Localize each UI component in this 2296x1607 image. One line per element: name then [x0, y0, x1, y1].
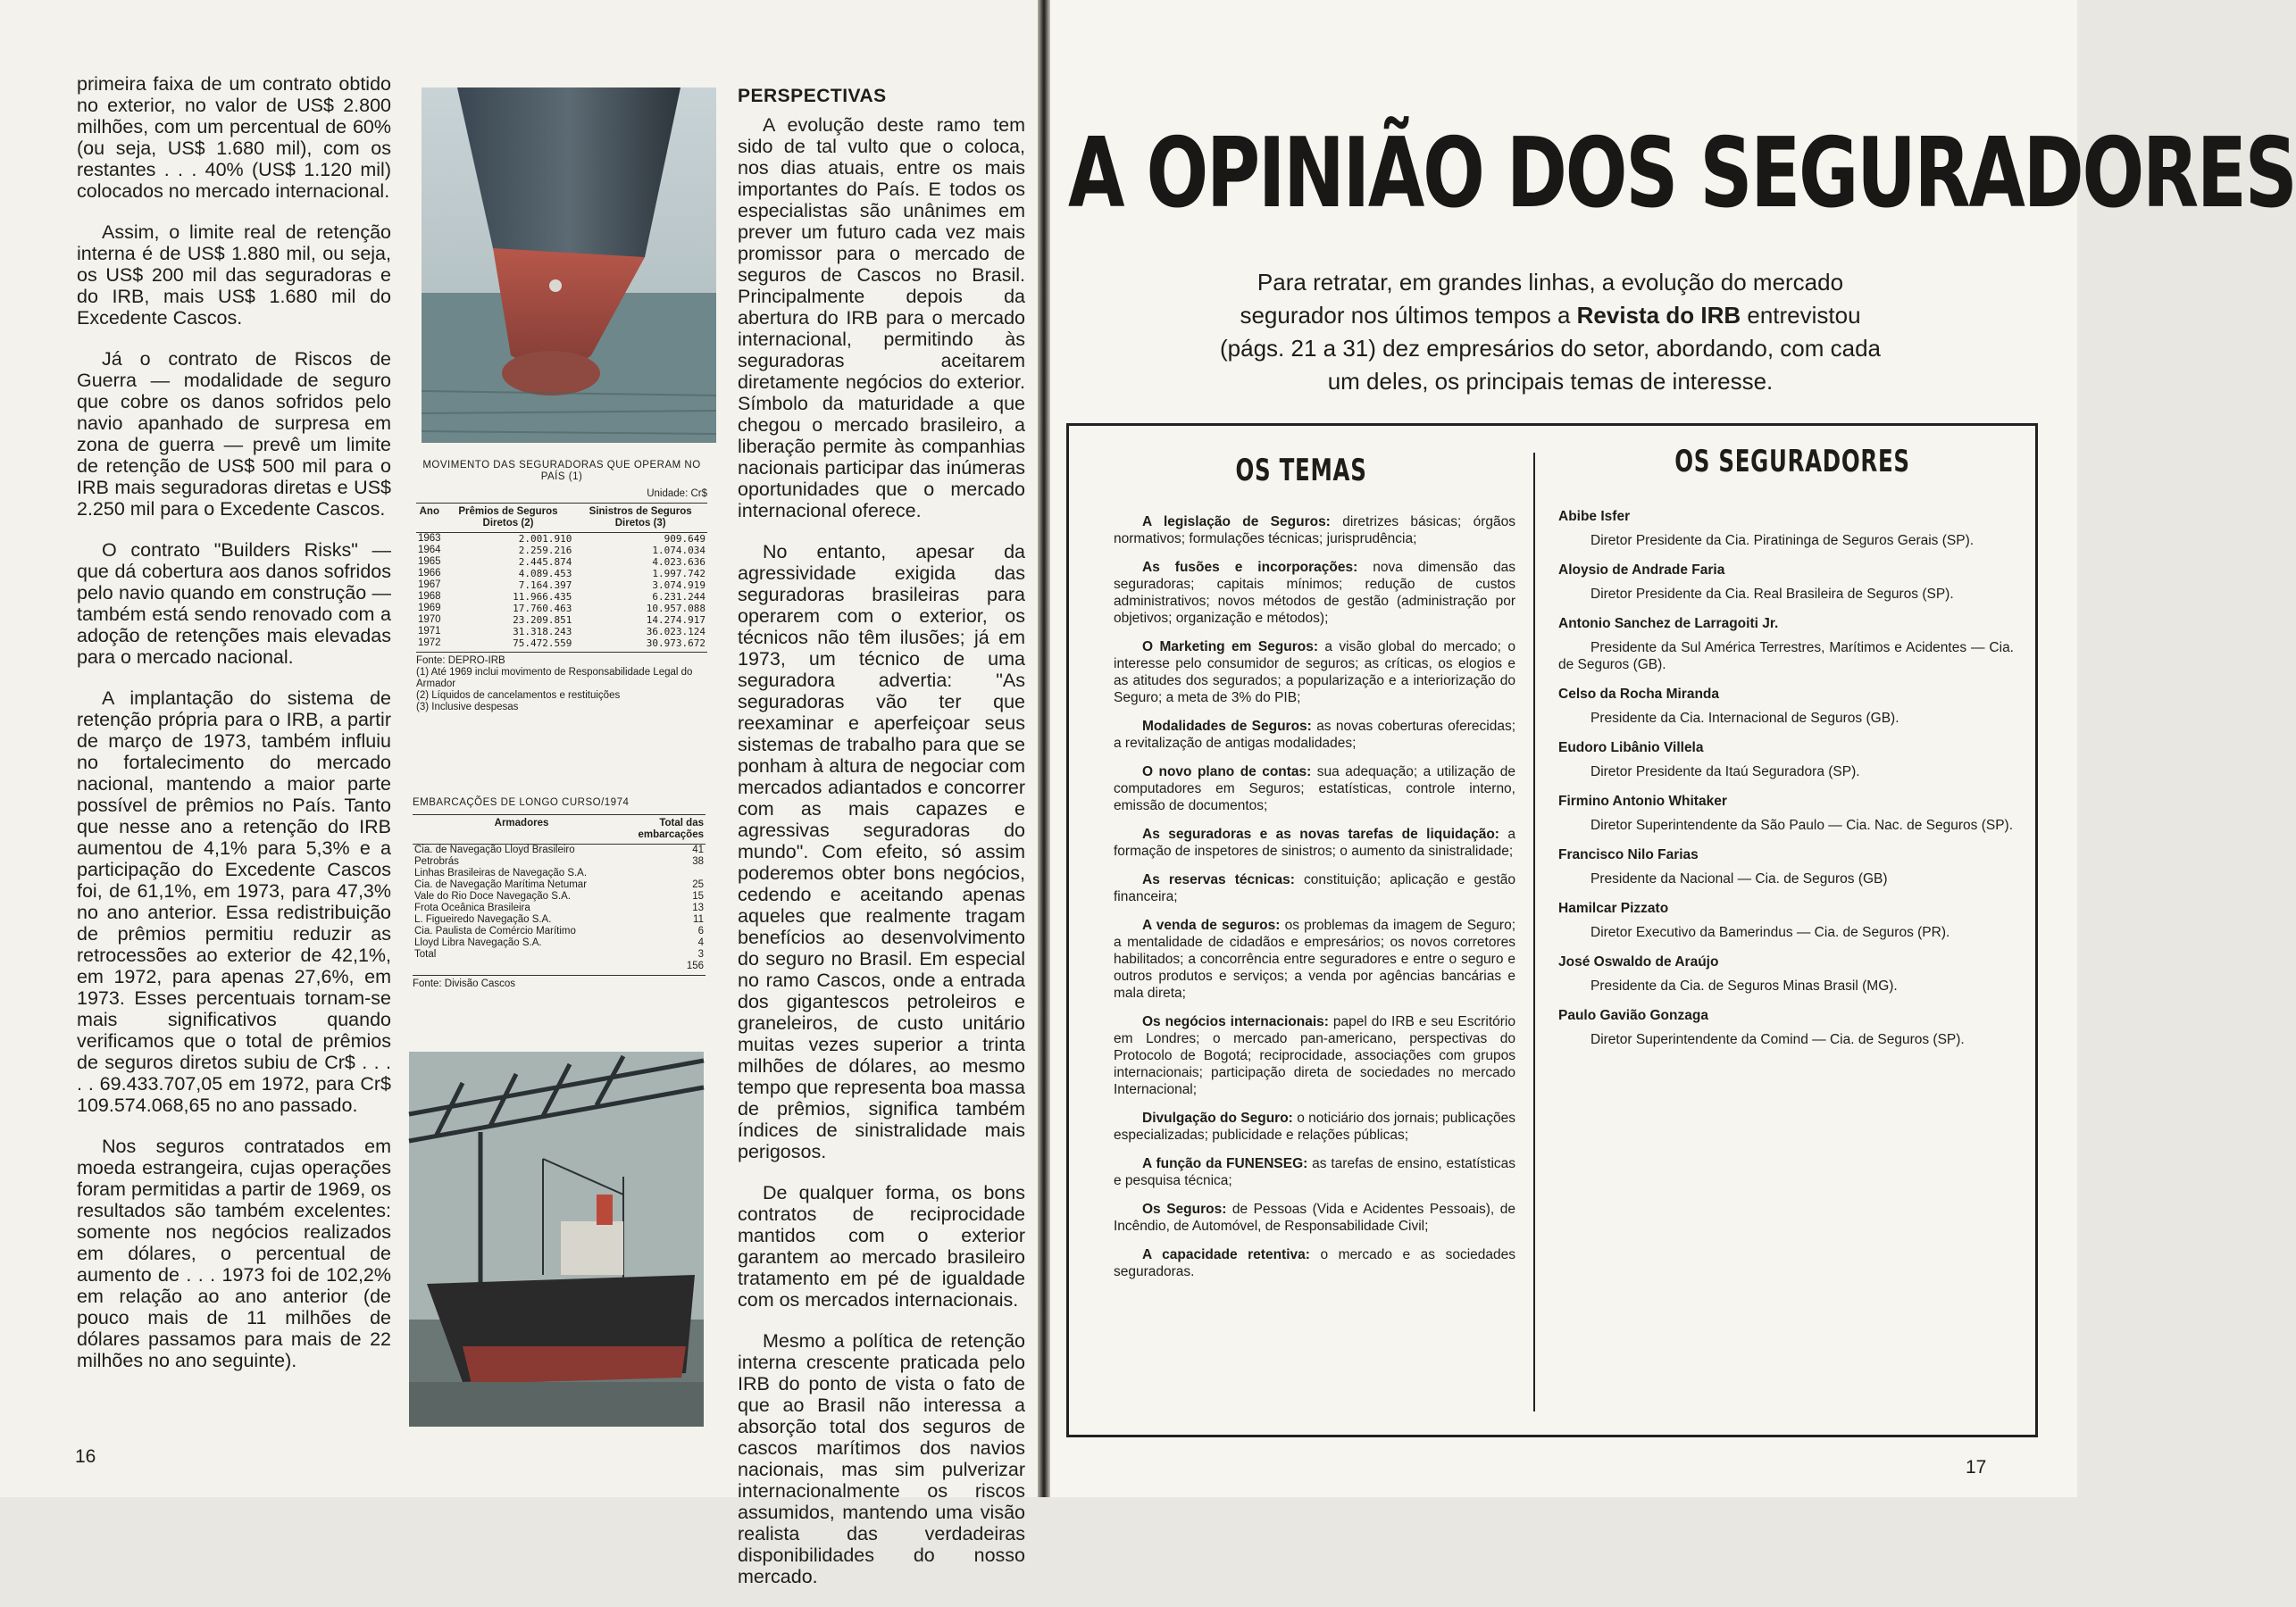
tema-title: A capacidade retentiva:: [1142, 1247, 1310, 1262]
temas-heading: OS TEMAS: [1235, 453, 1367, 488]
segurador-name: Eudoro Libânio Villela: [1558, 740, 1704, 755]
table-cell: L. Figueiredo Navegação S.A.: [414, 914, 552, 925]
segurador-role: Presidente da Cia. Internacional de Seguros (GB).: [1591, 711, 1899, 726]
table-cell: 30.973.672: [646, 637, 705, 649]
tema-item: [1114, 638, 1515, 706]
table-row: [416, 603, 707, 614]
tema-item: [1114, 826, 1515, 860]
column-header: Total das embarcações: [630, 815, 705, 845]
tema-text: o mercado e as sociedades seguradoras.: [1114, 1247, 1516, 1279]
table-row: [416, 626, 707, 637]
column-header: Sinistros de Seguros Diretos (3): [573, 504, 707, 533]
segurador-role: Diretor Presidente da Cia. Piratininga de Seguros Gerais (SP).: [1591, 533, 1975, 548]
table-cell: [630, 868, 705, 879]
tema-item: [1114, 1201, 1515, 1235]
tema-title: A legislação de Seguros:: [1142, 514, 1331, 529]
table-cell: 25: [692, 879, 704, 890]
table-cell: 1967: [418, 579, 441, 590]
binding-gutter: [1038, 0, 1050, 1497]
table-cell: 1971: [418, 626, 441, 637]
tema-item: [1114, 763, 1515, 814]
table-row: [413, 891, 705, 903]
table-cell: Cia. de Navegação Lloyd Brasileiro: [414, 845, 575, 855]
paragraph: Nos seguros contratados em moeda estrangeira, cujas operações foram permitidas a partir de 1969, os resultados são também excelentes: somente nos negócios realizados em dólares, o percentual de aumento de . . . 1973 foi de 102,2% em relação ao ano anterior (de pouco mais de 11 milhões de dólares passamos para mais de 22 milhões no ano seguinte).: [77, 1136, 391, 1371]
tema-title: As fusões e incorporações:: [1142, 560, 1358, 575]
segurador-role: Presidente da Cia. de Seguros Minas Brasil (MG).: [1591, 978, 1898, 994]
tema-title: Modalidades de Seguros:: [1142, 719, 1312, 734]
table-cell: 6.231.244: [652, 591, 705, 603]
table-cell: 10.957.088: [646, 603, 705, 614]
segurador-name: José Oswaldo de Araújo: [1558, 954, 1719, 970]
table-cell: 7.164.397: [518, 579, 572, 591]
tema-title: O Marketing em Seguros:: [1142, 639, 1319, 654]
movimento-seguradoras-table: [416, 460, 707, 713]
column-header: Armadores: [413, 815, 630, 845]
section-heading: PERSPECTIVAS: [738, 86, 887, 106]
tema-text: sua adequação; a utilização de computadores em Seguros; estatísticas, controle interno, emissão de documentos;: [1114, 764, 1515, 813]
right-page: [1050, 0, 2296, 1497]
table-row: [413, 926, 705, 937]
table-cell: 1969: [418, 603, 441, 613]
column-header: Ano: [416, 504, 443, 533]
table-cell: Petrobrás: [414, 856, 459, 867]
table-cell: Cia. de Navegação Marítima Netumar: [414, 879, 588, 890]
tema-text: as tarefas de ensino, estatísticas e pesquisa técnica;: [1114, 1156, 1516, 1188]
column-divider: [1533, 453, 1535, 1411]
tema-text: os problemas da imagem de Seguro; a mentalidade de cidadãos e empresários; os novos corretores habilitados; a concorrência entre seguradores e entre o seguro e outros produtos e serviços; a venda por agências bancárias e mala direta;: [1114, 918, 1515, 1001]
tema-title: A venda de seguros:: [1142, 918, 1281, 933]
page-title: A OPINIÃO DOS SEGURADORES: [1068, 118, 2296, 229]
table-row: [416, 568, 707, 579]
seguradores-list: [1558, 508, 2014, 1061]
table-cell: 156: [686, 961, 704, 971]
tema-item: [1114, 1246, 1515, 1280]
table-source: Fonte: Divisão Cascos: [413, 975, 705, 990]
table-cell: 75.472.559: [513, 637, 572, 649]
tema-text: a visão global do mercado; o interesse pelo consumidor de seguros; as críticas, os elogios e as atitudes dos segurados; a popularização e a interiorização do Seguro; a meta de 3% do PIB;: [1114, 639, 1515, 705]
table-row: [413, 949, 705, 961]
table-body: [416, 533, 707, 650]
table-row: [416, 533, 707, 545]
intro-publication: Revista do IRB: [1576, 302, 1741, 329]
intro-part: entrevistou (págs. 21 a 31) dez empresários do setor, abordando, com cada um deles, os principais temas de interesse.: [1220, 302, 1881, 395]
table-cell: 2.259.216: [518, 545, 572, 556]
table-cell: 4: [697, 937, 704, 948]
tema-text: diretrizes básicas; órgãos normativos; formulações técnicas; jurisprudência;: [1114, 514, 1516, 546]
paragraph: A implantação do sistema de retenção própria para o IRB, a partir de março de 1973, também influiu no fortalecimento do mercado nacional, mantendo a maior parte possível de prêmios no País. Tanto que nesse ano a retenção do IRB aumentou de 4,1% para 5,3% e a participação do Excedente Cascos foi, de 61,1%, em 1973, para 47,3% no ano anterior. Essa redistribuição de prêmios permitiu reduzir as retrocessões ao exterior de 42,1%, em 1972, para apenas 27,6%, em 1973. Esses percentuais tornam-se mais significativos quando verificamos que o total de prêmios de seguros diretos subiu de Cr$ . . . . . 69.433.707,05 em 1972, para Cr$ 109.574.068,65 no ano passado.: [77, 687, 391, 1116]
tema-title: A função da FUNENSEG:: [1142, 1156, 1308, 1171]
table-row: [416, 614, 707, 626]
table-cell: 1964: [418, 545, 441, 555]
table-cell: 4.023.636: [652, 556, 705, 568]
table-row: [413, 868, 705, 879]
table-row: [413, 879, 705, 891]
tema-text: constituição; aplicação e gestão financeira;: [1114, 872, 1515, 904]
seguradores-heading: OS SEGURADORES: [1674, 444, 1910, 479]
table-cell: Lloyd Libra Navegação S.A.: [414, 937, 542, 948]
tema-item: [1114, 559, 1515, 627]
table-cell: 15: [692, 891, 704, 902]
tema-title: Divulgação do Seguro:: [1142, 1111, 1293, 1126]
tema-item: [1114, 1110, 1515, 1144]
tema-title: As seguradoras e as novas tarefas de liquidação:: [1142, 827, 1499, 842]
tema-item: [1114, 871, 1515, 905]
table-cell: 11: [693, 914, 704, 925]
tema-title: O novo plano de contas:: [1142, 764, 1312, 779]
text-column-1: [77, 73, 391, 1391]
paragraph: No entanto, apesar da agressividade exigida das seguradoras brasileiras para operarem com o exterior, os técnicos não têm ilusões; já em 1973, um técnico de uma seguradora advertia: "As seguradoras vão ter que reexaminar e aperfeiçoar seus sistemas de trabalho para que se ponham à altura de negociar com mercados adiantados e concorrer com as mais capazes e agressivas seguradoras do mundo". Com efeito, só assim poderemos obter bons negócios, cedendo e aceitando apenas aqueles que realmente tragam benefícios ao desenvolvimento do seguro no Brasil. Em especial no ramo Cascos, onde a entrada dos gigantescos petroleiros e graneleiros, de custo unitário muitas vezes superior a trinta milhões de dólares, ao mesmo tempo que representa boa massa de prêmios, significa também índices de sinistralidade mais perigosos.: [738, 541, 1025, 1162]
segurador-name: Francisco Nilo Farias: [1558, 847, 1699, 862]
embarcacoes-table: [413, 797, 705, 990]
table-cell: 1963: [418, 533, 441, 544]
table-cell: 1.074.034: [652, 545, 705, 556]
table-cell: 38: [692, 856, 704, 867]
segurador-role: Presidente da Nacional — Cia. de Seguros (GB): [1591, 871, 1888, 887]
table-row: [413, 903, 705, 914]
text-column-3: [738, 86, 1025, 1607]
segurador-role: Diretor Superintendente da Comind — Cia. de Seguros (SP).: [1591, 1032, 1965, 1047]
table-cell: 1970: [418, 614, 441, 625]
table-cell: 909.649: [664, 533, 705, 545]
segurador-name: Paulo Gavião Gonzaga: [1558, 1008, 1708, 1023]
tema-title: Os negócios internacionais:: [1142, 1014, 1329, 1029]
table-unit: Unidade: Cr$: [647, 488, 707, 499]
left-page: [0, 0, 1038, 1587]
temas-list: [1114, 513, 1515, 1292]
page-number: 17: [1966, 1457, 1987, 1478]
segurador-role: Diretor Presidente da Itaú Seguradora (SP).: [1591, 764, 1860, 779]
table-cell: Frota Oceânica Brasileira: [414, 903, 530, 913]
table-caption: MOVIMENTO DAS SEGURADORAS QUE OPERAM NO PAÍS (1): [422, 460, 701, 482]
paragraph: Mesmo a política de retenção interna crescente praticada pelo IRB do ponto de vista o fato de que ao Brasil não interessa a absorção total dos seguros de cascos marítimos dos navios nacionais, mas sim pulverizar internacionalmente os riscos assumidos, mantendo uma visão realista das verdadeiras disponibilidades do nosso mercado.: [738, 1330, 1025, 1587]
table-cell: 11.966.435: [513, 591, 572, 603]
paragraph: Assim, o limite real de retenção interna é de US$ 1.880 mil, ou seja, os US$ 200 mil das seguradoras e do IRB, mais US$ 1.680 mil do Excedente Cascos.: [77, 221, 391, 329]
table-row: [416, 579, 707, 591]
table-cell: 6: [697, 926, 704, 937]
table-cell: 4.089.453: [518, 568, 572, 579]
paragraph: primeira faixa de um contrato obtido no exterior, no valor de US$ 2.800 milhões, com um percentual de 60% (ou seja, US$ 1.680 mil), com os restantes . . . 40% (US$ 1.120 mil) colocados no mercado internacional.: [77, 73, 391, 202]
table-cell: [413, 961, 630, 972]
themes-box: [1066, 423, 2038, 1437]
table-row: [413, 856, 705, 868]
tema-title: Os Seguros:: [1142, 1202, 1227, 1217]
intro-part: Para retratar, em grandes linhas, a evolução do mercado segurador nos últimos tempos a: [1240, 269, 1844, 329]
tema-item: [1114, 917, 1515, 1002]
tema-text: as novas coberturas oferecidas; a revitalização de antigas modalidades;: [1114, 719, 1515, 751]
segurador-name: Hamilcar Pizzato: [1558, 901, 1669, 916]
paragraph: De qualquer forma, os bons contratos de reciprocidade mantidos com o exterior garantem ao mercado brasileiro tratamento em pé de igualdade com os mercados internacionais.: [738, 1182, 1025, 1311]
table-cell: 2.445.874: [518, 556, 572, 568]
cargo-ship-photo: [409, 1052, 704, 1427]
tema-item: [1114, 1155, 1515, 1189]
paragraph: O contrato "Builders Risks" — que dá cobertura aos danos sofridos pelo navio quando em construção — também está sendo renovado com a adoção de retenções mais elevadas para o mercado nacional.: [77, 539, 391, 668]
segurador-name: Celso da Rocha Miranda: [1558, 687, 1720, 702]
table-row: [413, 961, 705, 972]
tema-text: nova dimensão das seguradoras; capitais mínimos; redução de custos administrativos; novos métodos de gestão (administração por objetivos; organização e métodos);: [1114, 560, 1515, 626]
table-row: [416, 637, 707, 649]
page-number: 16: [75, 1446, 96, 1467]
table-cell: 3.074.919: [652, 579, 705, 591]
table-cell: 23.209.851: [513, 614, 572, 626]
table-cell: 36.023.124: [646, 626, 705, 637]
tema-item: [1114, 513, 1515, 547]
table-cell: 3: [697, 949, 704, 960]
table-note: (3) Inclusive despesas: [416, 702, 519, 712]
table-cell: 1968: [418, 591, 441, 602]
table-row: [416, 591, 707, 603]
tema-text: papel do IRB e seu Escritório em Londres; o mercado pan-americano, perspectivas do Protocolo de Bogotá; reciprocidade, associações com grupos internacionais; participação direta de sociedades no mercado Internacional;: [1114, 1014, 1515, 1097]
table-cell: 1965: [418, 556, 441, 567]
segurador-role: Diretor Presidente da Cia. Real Brasileira de Seguros (SP).: [1591, 587, 1954, 602]
segurador-name: Abibe Isfer: [1558, 509, 1631, 524]
paragraph: A evolução deste ramo tem sido de tal vulto que o coloca, nos dias atuais, entre os mais importantes do País. E todos os especialistas são unânimes em prever um futuro cada vez mais promissor para o mercado de seguros de Cascos no Brasil. Principalmente depois da abertura do IRB para o mercado internacional, permitindo às seguradoras aceitarem diretamente negócios do exterior. Símbolo da maturidade a que chegou o mercado brasileiro, a liberação permite às companhias nacionais participar das inúmeras oportunidades que o mercado internacional oferece.: [738, 114, 1025, 521]
table-row: [413, 845, 705, 857]
table-row: [413, 914, 705, 926]
segurador-name: Firmino Antonio Whitaker: [1558, 794, 1727, 809]
table-row: [416, 545, 707, 556]
table-row: [413, 937, 705, 949]
table-note: (1) Até 1969 inclui movimento de Responsabilidade Legal do Armador: [416, 667, 693, 689]
tema-title: As reservas técnicas:: [1142, 872, 1295, 887]
table-cell: 14.274.917: [646, 614, 705, 626]
tema-text: de Pessoas (Vida e Acidentes Pessoais), de Incêndio, de Automóvel, de Responsabilidade Civil;: [1114, 1202, 1515, 1234]
tema-item: [1114, 1013, 1515, 1098]
table-source: Fonte: DEPRO-IRB: [416, 652, 707, 667]
table-cell: Cia. Paulista de Comércio Marítimo: [414, 926, 576, 937]
table-cell: 2.001.910: [518, 533, 572, 545]
table-cell: 1.997.742: [652, 568, 705, 579]
table-cell: Total: [414, 949, 437, 960]
intro-text: [1211, 266, 1890, 398]
column-header: Prêmios de Seguros Diretos (2): [443, 504, 574, 533]
tema-item: [1114, 718, 1515, 752]
tema-text: a formação de inspetores de sinistros; o aumento da sinistralidade;: [1114, 827, 1515, 859]
table-cell: 1966: [418, 568, 441, 579]
segurador-name: Aloysio de Andrade Faria: [1558, 562, 1725, 578]
segurador-role: Presidente da Sul América Terrestres, Marítimos e Acidentes — Cia. de Seguros (GB).: [1558, 640, 2014, 672]
tema-text: o noticiário dos jornais; publicações especializadas; publicidade e relações públicas;: [1114, 1111, 1515, 1143]
segurador-name: Antonio Sanchez de Larragoiti Jr.: [1558, 616, 1779, 631]
ship-bow-photo: [422, 87, 716, 443]
table-caption: EMBARCAÇÕES DE LONGO CURSO/1974: [413, 797, 630, 808]
segurador-role: Diretor Executivo da Bamerindus — Cia. de Seguros (PR).: [1591, 925, 1950, 940]
table-note: (2) Líquidos de cancelamentos e restituições: [416, 690, 621, 701]
table-cell: 1972: [418, 637, 441, 648]
table-cell: Linhas Brasileiras de Navegação S.A.: [414, 868, 588, 878]
paragraph: Já o contrato de Riscos de Guerra — modalidade de seguro que cobre os danos sofridos pelo navio apanhado de surpresa em zona de guerra — prevê um limite de retenção de US$ 500 mil para o IRB mais seguradoras diretas e US$ 2.250 mil para o Excedente Cascos.: [77, 348, 391, 520]
table-cell: 41: [692, 845, 704, 855]
table-cell: 31.318.243: [513, 626, 572, 637]
table-cell: 17.760.463: [513, 603, 572, 614]
segurador-role: Diretor Superintendente da São Paulo — Cia. Nac. de Seguros (SP).: [1591, 818, 2014, 833]
table-cell: Vale do Rio Doce Navegação S.A.: [414, 891, 571, 902]
table-row: [416, 556, 707, 568]
table-cell: 13: [692, 903, 704, 913]
table-body: [413, 845, 705, 973]
